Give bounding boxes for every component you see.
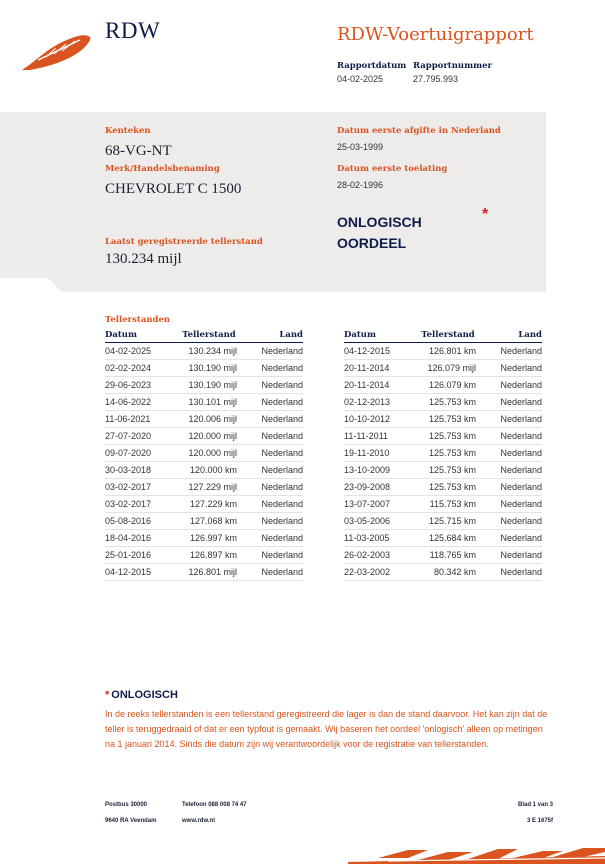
row-reading: 115.753 km	[420, 496, 476, 513]
row-country: Nederland	[476, 530, 542, 547]
row-country: Nederland	[476, 428, 542, 445]
verdict-asterisk: *	[482, 206, 489, 223]
last-odometer-label: Laatst geregistreerde tellerstand	[105, 237, 263, 247]
table-row	[105, 445, 303, 462]
row-date: 25-01-2016	[105, 547, 181, 564]
row-country: Nederland	[237, 377, 303, 394]
row-reading: 120.000 km	[181, 462, 237, 479]
col-country: Land	[476, 329, 542, 343]
table-row	[105, 513, 303, 530]
table-row	[105, 360, 303, 377]
col-reading: Tellerstand	[420, 329, 476, 343]
vehicle-summary-panel	[0, 112, 546, 292]
row-country: Nederland	[237, 428, 303, 445]
row-country: Nederland	[237, 496, 303, 513]
row-date: 26-02-2003	[344, 547, 420, 564]
table-row	[344, 479, 542, 496]
row-date: 27-07-2020	[105, 428, 181, 445]
footer-swoosh-icon	[348, 846, 605, 864]
row-reading: 125.753 km	[420, 462, 476, 479]
row-reading: 127.229 mijl	[181, 479, 237, 496]
row-date: 30-03-2018	[105, 462, 181, 479]
col-reading: Tellerstand	[181, 329, 237, 343]
verdict-line-1: ONLOGISCH	[337, 214, 422, 230]
row-date: 10-10-2012	[344, 411, 420, 428]
footer-web: www.rdw.nl	[182, 818, 215, 824]
row-reading: 125.753 km	[420, 411, 476, 428]
row-country: Nederland	[476, 462, 542, 479]
row-reading: 125.684 km	[420, 530, 476, 547]
row-reading: 126.079 mijl	[420, 360, 476, 377]
row-date: 11-03-2005	[344, 530, 420, 547]
table-row	[105, 343, 303, 360]
odometer-table-right	[344, 329, 542, 581]
row-reading: 120.000 mijl	[181, 428, 237, 445]
col-date: Datum	[105, 329, 181, 343]
row-date: 03-02-2017	[105, 479, 181, 496]
row-country: Nederland	[476, 360, 542, 377]
table-row	[105, 411, 303, 428]
footer-page: Blad 1 van 3	[517, 802, 553, 808]
row-country: Nederland	[237, 564, 303, 581]
row-reading: 130.101 mijl	[181, 394, 237, 411]
row-country: Nederland	[476, 564, 542, 581]
row-country: Nederland	[476, 377, 542, 394]
row-date: 04-12-2015	[105, 564, 181, 581]
row-reading: 118.765 km	[420, 547, 476, 564]
row-reading: 125.753 km	[420, 445, 476, 462]
row-country: Nederland	[237, 445, 303, 462]
odometer-table-left	[105, 329, 303, 581]
last-odometer-value: 130.234 mijl	[105, 251, 182, 267]
row-country: Nederland	[476, 343, 542, 360]
row-date: 02-12-2013	[344, 394, 420, 411]
row-reading: 120.006 mijl	[181, 411, 237, 428]
first-admission-label: Datum eerste toelating	[337, 164, 448, 174]
report-date: 04-02-2025	[337, 74, 384, 84]
row-date: 29-06-2023	[105, 377, 181, 394]
row-country: Nederland	[476, 394, 542, 411]
first-admission-nl-label: Datum eerste afgifte in Nederland	[337, 126, 501, 136]
row-reading: 125.715 km	[420, 513, 476, 530]
row-date: 19-11-2010	[344, 445, 420, 462]
make-label: Merk/Handelsbenaming	[105, 164, 220, 174]
table-row	[105, 394, 303, 411]
plate-value: 68-VG-NT	[105, 143, 172, 159]
row-country: Nederland	[476, 445, 542, 462]
row-date: 13-10-2009	[344, 462, 420, 479]
row-reading: 126.079 km	[420, 377, 476, 394]
report-number-label: Rapportnummer	[413, 61, 492, 71]
row-date: 18-04-2016	[105, 530, 181, 547]
plate-label: Kenteken	[105, 126, 151, 136]
row-country: Nederland	[237, 513, 303, 530]
row-reading: 125.753 km	[420, 428, 476, 445]
row-date: 03-05-2006	[344, 513, 420, 530]
row-date: 11-11-2011	[344, 428, 420, 445]
row-country: Nederland	[237, 530, 303, 547]
row-country: Nederland	[237, 479, 303, 496]
footer-phone: Telefoon 088 008 74 47	[182, 802, 247, 808]
report-number: 27.795.993	[413, 74, 459, 84]
row-country: Nederland	[237, 360, 303, 377]
row-reading: 126.801 km	[420, 343, 476, 360]
row-country: Nederland	[476, 479, 542, 496]
table-row	[105, 377, 303, 394]
footer-code: 3 E 1675f	[526, 818, 553, 824]
col-date: Datum	[344, 329, 420, 343]
row-country: Nederland	[237, 462, 303, 479]
row-date: 05-08-2016	[105, 513, 181, 530]
table-row	[344, 377, 542, 394]
row-country: Nederland	[237, 394, 303, 411]
first-admission-nl-value: 25-03-1999	[337, 142, 384, 152]
table-row	[344, 360, 542, 377]
row-reading: 125.753 km	[420, 394, 476, 411]
row-date: 20-11-2014	[344, 360, 420, 377]
table-row	[105, 564, 303, 581]
table-row	[344, 445, 542, 462]
odometer-title: Tellerstanden	[105, 315, 171, 325]
row-country: Nederland	[476, 496, 542, 513]
note-asterisk: *	[105, 689, 110, 701]
table-row	[344, 428, 542, 445]
table-row	[105, 496, 303, 513]
row-country: Nederland	[237, 411, 303, 428]
footer-postbus: Postbus 30000	[105, 802, 148, 808]
row-reading: 125.753 km	[420, 479, 476, 496]
first-admission-value: 28-02-1996	[337, 180, 384, 190]
table-row	[105, 462, 303, 479]
row-reading: 80.342 km	[420, 564, 476, 581]
table-row	[344, 513, 542, 530]
table-row	[105, 479, 303, 496]
row-country: Nederland	[476, 411, 542, 428]
footer-city: 9640 RA Veendam	[105, 818, 157, 824]
note-text: In de reeks tellerstanden is een tellerstand geregistreerd die lager is dan de stand daarvoor. Het kan zijn dat de teller is teruggedraaid of dat er een typfout is gemaakt. Wij baseren het oordeel 'onlogisch' alleen op metingen na 1 januari 2014. Sinds die datum zijn wij verantwoordelijk voor de registratie van tellerstanden.	[105, 709, 548, 749]
table-row	[344, 411, 542, 428]
row-date: 09-07-2020	[105, 445, 181, 462]
row-country: Nederland	[237, 547, 303, 564]
row-date: 20-11-2014	[344, 377, 420, 394]
table-row	[105, 530, 303, 547]
row-reading: 126.801 mijl	[181, 564, 237, 581]
note-title	[105, 689, 178, 701]
row-reading: 130.190 mijl	[181, 377, 237, 394]
table-row	[344, 530, 542, 547]
row-country: Nederland	[237, 343, 303, 360]
make-value: CHEVROLET C 1500	[105, 181, 242, 197]
rdw-logo-icon	[20, 30, 95, 75]
table-row	[344, 343, 542, 360]
row-country: Nederland	[476, 547, 542, 564]
row-date: 22-03-2002	[344, 564, 420, 581]
row-date: 03-02-2017	[105, 496, 181, 513]
table-row	[105, 428, 303, 445]
row-date: 14-06-2022	[105, 394, 181, 411]
report-date-label: Rapportdatum	[337, 61, 407, 71]
note-title-text: ONLOGISCH	[111, 689, 178, 701]
report-title: RDW-Voertuigrapport	[337, 24, 534, 45]
col-country: Land	[237, 329, 303, 343]
row-reading: 130.234 mijl	[181, 343, 237, 360]
row-date: 04-02-2025	[105, 343, 181, 360]
brand-name: RDW	[105, 18, 161, 43]
row-reading: 127.229 km	[181, 496, 237, 513]
row-date: 11-06-2021	[105, 411, 181, 428]
table-row	[344, 394, 542, 411]
row-reading: 127.068 km	[181, 513, 237, 530]
row-date: 13-07-2007	[344, 496, 420, 513]
table-row	[344, 547, 542, 564]
row-reading: 126.897 km	[181, 547, 237, 564]
row-reading: 120.000 mijl	[181, 445, 237, 462]
row-reading: 130.190 mijl	[181, 360, 237, 377]
table-row	[344, 496, 542, 513]
row-country: Nederland	[476, 513, 542, 530]
verdict	[337, 212, 422, 254]
row-date: 04-12-2015	[344, 343, 420, 360]
verdict-line-2: OORDEEL	[337, 235, 407, 251]
row-date: 02-02-2024	[105, 360, 181, 377]
table-row	[344, 564, 542, 581]
row-reading: 126.997 km	[181, 530, 237, 547]
row-date: 23-09-2008	[344, 479, 420, 496]
table-row	[344, 462, 542, 479]
table-row	[105, 547, 303, 564]
